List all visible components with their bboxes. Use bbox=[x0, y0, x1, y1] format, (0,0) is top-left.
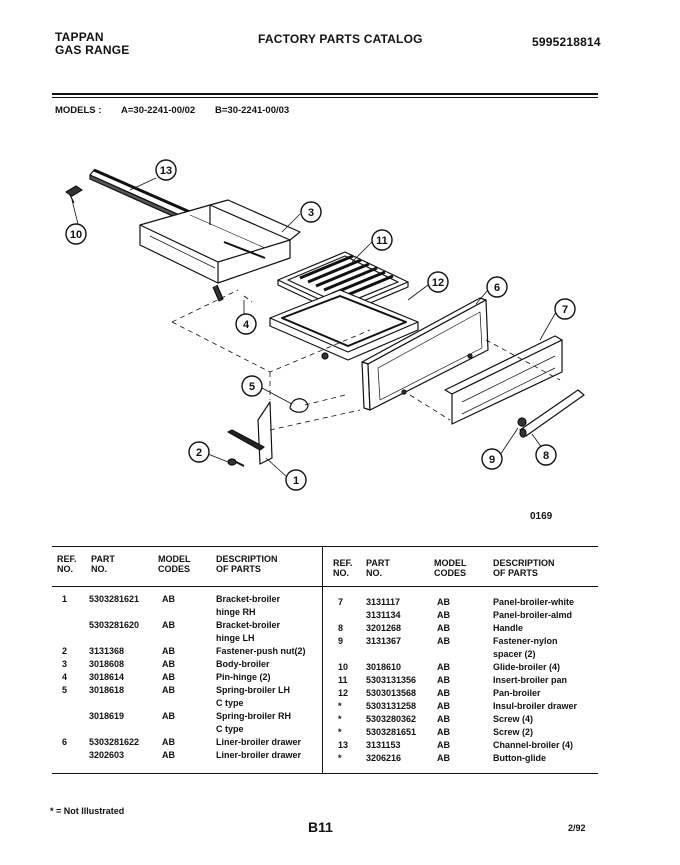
table-cell-part: 5303281622 bbox=[89, 737, 140, 747]
table-header-rule bbox=[52, 586, 598, 587]
table-cell-ref: 2 bbox=[62, 646, 68, 656]
part-spring bbox=[290, 399, 308, 413]
table-top-rule bbox=[52, 546, 598, 547]
models-label: MODELS : bbox=[55, 105, 102, 116]
table-cell-part: 3018618 bbox=[89, 685, 125, 695]
table-cell-part: 3131367 bbox=[366, 636, 402, 646]
part-bracket-hinge bbox=[228, 402, 272, 466]
table-cell-part: 5303131258 bbox=[366, 701, 417, 711]
table-column-divider bbox=[322, 546, 323, 774]
callout-label: 7 bbox=[561, 304, 569, 316]
table-cell-ref: 3 bbox=[62, 659, 68, 669]
table-cell-model: AB bbox=[437, 688, 450, 698]
table-cell-part: 3202603 bbox=[89, 750, 125, 760]
table-cell-desc: Panel-broiler-almd bbox=[493, 610, 573, 620]
header-part-right: PART NO. bbox=[366, 558, 390, 578]
table-cell-desc: Body-broiler bbox=[216, 659, 270, 669]
callout-label: 10 bbox=[69, 229, 83, 241]
table-cell-ref: 8 bbox=[338, 623, 344, 633]
table-cell-desc: Insul-broiler drawer bbox=[493, 701, 578, 711]
part-body bbox=[140, 200, 300, 301]
model-b: B=30-2241-00/03 bbox=[215, 105, 290, 116]
brand-line-2: GAS RANGE bbox=[55, 43, 130, 57]
table-cell-ref: 12 bbox=[338, 688, 349, 698]
table-cell-ref: 5 bbox=[62, 685, 68, 695]
table-cell-part: 3201268 bbox=[366, 623, 402, 633]
table-cell-part: 5303013568 bbox=[366, 688, 417, 698]
table-cell-part: 3131117 bbox=[366, 597, 401, 607]
callout-label: 2 bbox=[195, 447, 203, 459]
table-cell-part: 3018608 bbox=[89, 659, 125, 669]
table-cell-model: AB bbox=[437, 714, 450, 724]
revision-date: 2/92 bbox=[568, 823, 586, 833]
table-cell-part: 5303131356 bbox=[366, 675, 417, 685]
footnote: * = Not Illustrated bbox=[50, 806, 125, 816]
table-cell-part: 5303280362 bbox=[366, 714, 417, 724]
table-cell-ref: 7 bbox=[338, 597, 344, 607]
part-handle bbox=[520, 390, 584, 437]
table-cell-desc: Button-glide bbox=[493, 753, 546, 763]
table-cell-desc: Liner-broiler drawer bbox=[216, 750, 302, 760]
table-cell-model: AB bbox=[162, 594, 175, 604]
table-cell-part: 3131134 bbox=[366, 610, 401, 620]
table-cell-model: AB bbox=[437, 701, 450, 711]
table-cell-part: 3018614 bbox=[89, 672, 125, 682]
callout-label: 4 bbox=[242, 319, 250, 331]
table-cell-desc: Fastener-nylon bbox=[493, 636, 558, 646]
table-cell-desc: spacer (2) bbox=[493, 649, 536, 659]
table-cell-model: AB bbox=[437, 727, 450, 737]
table-cell-part: 5303281621 bbox=[89, 594, 140, 604]
table-cell-model: AB bbox=[162, 711, 175, 721]
table-cell-ref: * bbox=[338, 714, 342, 724]
table-cell-model: AB bbox=[162, 737, 175, 747]
catalog-title: FACTORY PARTS CATALOG bbox=[258, 32, 423, 46]
table-cell-desc: hinge RH bbox=[216, 607, 256, 617]
part-spacer bbox=[518, 418, 526, 426]
table-cell-desc: Spring-broiler LH bbox=[216, 685, 290, 695]
table-cell-desc: Pin-hinge (2) bbox=[216, 672, 271, 682]
table-cell-part: 3131153 bbox=[366, 740, 401, 750]
table-cell-part: 3206216 bbox=[366, 753, 402, 763]
callout-label: 6 bbox=[493, 282, 501, 294]
callout-label: 8 bbox=[542, 450, 550, 462]
header-ref-left: REF. NO. bbox=[57, 554, 77, 574]
table-cell-model: AB bbox=[162, 659, 175, 669]
table-cell-model: AB bbox=[437, 753, 450, 763]
table-cell-ref: 1 bbox=[62, 594, 68, 604]
callout-label: 1 bbox=[292, 475, 300, 487]
table-cell-desc: Screw (2) bbox=[493, 727, 534, 737]
callout-label: 12 bbox=[431, 277, 445, 289]
table-cell-ref: 4 bbox=[62, 672, 68, 682]
table-cell-desc: C type bbox=[216, 724, 244, 734]
part-glide bbox=[66, 186, 82, 203]
table-cell-desc: Channel-broiler (4) bbox=[493, 740, 574, 750]
part-push-nut bbox=[228, 459, 236, 465]
table-cell-desc: Bracket-broiler bbox=[216, 594, 281, 604]
table-cell-model: AB bbox=[437, 740, 450, 750]
table-cell-desc: Screw (4) bbox=[493, 714, 534, 724]
header-model-left: MODEL CODES bbox=[158, 554, 191, 574]
table-cell-model: AB bbox=[437, 597, 450, 607]
page-number: B11 bbox=[308, 819, 333, 835]
table-cell-model: AB bbox=[162, 750, 175, 760]
table-cell-desc: Pan-broiler bbox=[493, 688, 541, 698]
table-cell-model: AB bbox=[162, 685, 175, 695]
header-model-right: MODEL CODES bbox=[434, 558, 467, 578]
table-cell-desc: hinge LH bbox=[216, 633, 255, 643]
header-part-left: PART NO. bbox=[91, 554, 115, 574]
table-bottom-rule bbox=[52, 773, 598, 774]
table-cell-ref: 13 bbox=[338, 740, 349, 750]
callout-label: 9 bbox=[488, 454, 496, 466]
table-cell-desc: Liner-broiler drawer bbox=[216, 737, 302, 747]
table-cell-ref: 11 bbox=[338, 675, 348, 685]
table-cell-model: AB bbox=[162, 646, 175, 656]
table-cell-model: AB bbox=[162, 620, 175, 630]
table-cell-desc: C type bbox=[216, 698, 244, 708]
table-cell-model: AB bbox=[437, 675, 450, 685]
table-cell-part: 5303281651 bbox=[366, 727, 417, 737]
table-cell-desc: Insert-broiler pan bbox=[493, 675, 568, 685]
table-cell-model: AB bbox=[437, 662, 450, 672]
table-cell-ref: * bbox=[338, 701, 342, 711]
table-cell-ref: * bbox=[338, 753, 342, 763]
figure-code: 0169 bbox=[530, 511, 553, 522]
callout-label: 3 bbox=[307, 207, 315, 219]
header-desc-right: DESCRIPTION OF PARTS bbox=[493, 558, 555, 578]
table-cell-model: AB bbox=[162, 672, 175, 682]
table-cell-ref: 10 bbox=[338, 662, 349, 672]
table-cell-desc: Spring-broiler RH bbox=[216, 711, 292, 721]
model-a: A=30-2241-00/02 bbox=[121, 105, 196, 116]
brand-line-1: TAPPAN bbox=[55, 30, 104, 44]
table-cell-ref: 6 bbox=[62, 737, 68, 747]
table-cell-desc: Bracket-broiler bbox=[216, 620, 281, 630]
callout-label: 5 bbox=[248, 381, 256, 393]
table-cell-part: 5303281620 bbox=[89, 620, 140, 630]
table-cell-model: AB bbox=[437, 623, 450, 633]
table-cell-desc: Handle bbox=[493, 623, 524, 633]
table-cell-part: 3018619 bbox=[89, 711, 125, 721]
header-desc-left: DESCRIPTION OF PARTS bbox=[216, 554, 278, 574]
table-cell-desc: Panel-broiler-white bbox=[493, 597, 575, 607]
table-cell-ref: 9 bbox=[338, 636, 344, 646]
table-cell-ref: * bbox=[338, 727, 342, 737]
catalog-number: 5995218814 bbox=[532, 35, 601, 49]
callout-label: 13 bbox=[159, 165, 173, 177]
callout-label: 11 bbox=[376, 235, 388, 247]
header-ref-right: REF. NO. bbox=[333, 558, 353, 578]
table-cell-desc: Fastener-push nut(2) bbox=[216, 646, 306, 656]
table-cell-model: AB bbox=[437, 610, 450, 620]
table-cell-model: AB bbox=[437, 636, 450, 646]
table-cell-part: 3018610 bbox=[366, 662, 402, 672]
table-cell-desc: Glide-broiler (4) bbox=[493, 662, 561, 672]
table-cell-part: 3131368 bbox=[89, 646, 125, 656]
